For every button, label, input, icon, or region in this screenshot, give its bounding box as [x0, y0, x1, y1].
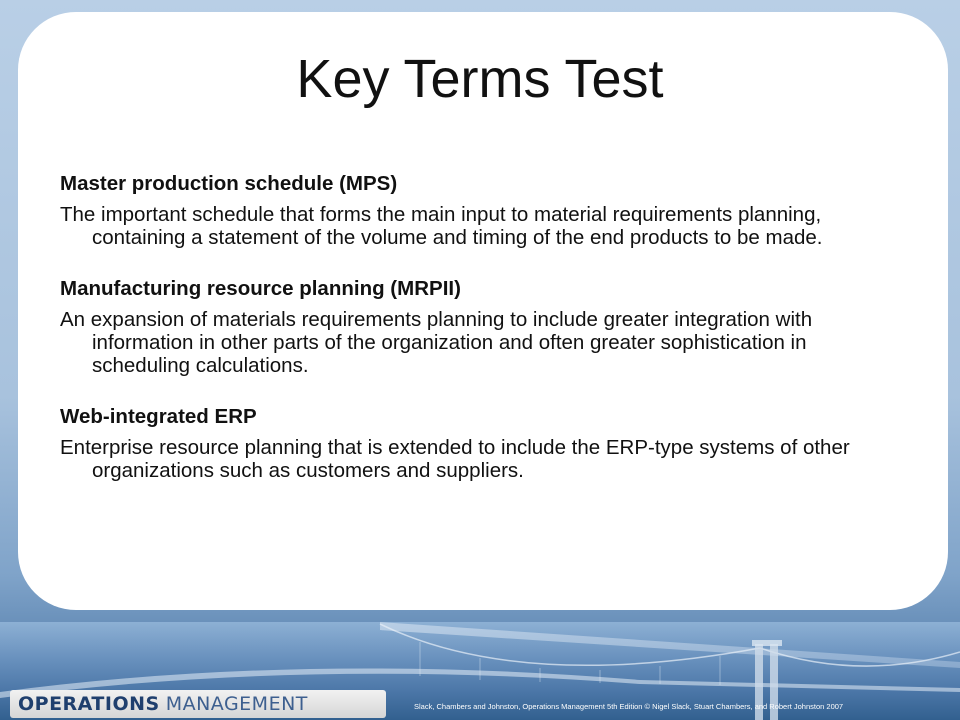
term-name: Manufacturing resource planning (MRPII)	[60, 277, 461, 300]
slide-title: Key Terms Test	[296, 49, 664, 109]
term-item	[60, 275, 880, 377]
term-definition: The important schedule that forms the main input to material requirements planning, containing a statement of the volume and timing of the end products to be made.	[60, 203, 823, 249]
term-name: Master production schedule (MPS)	[60, 172, 398, 195]
term-name: Web-integrated ERP	[60, 405, 257, 428]
term-item	[60, 170, 880, 249]
copyright-notice: Slack, Chambers and Johnston, Operations Management 5th Edition © Nigel Slack, Stuart Chambers, and Robert Johnston 2007	[414, 702, 844, 711]
term-item	[60, 403, 880, 482]
key-terms-list	[60, 170, 880, 508]
logo-text-light: MANAGEMENT	[165, 693, 308, 715]
term-definition: An expansion of materials requirements planning to include greater integration with information in other parts of the organization and often greater sophistication in scheduling calculations.	[60, 308, 813, 377]
operations-management-logo	[10, 690, 386, 718]
term-definition: Enterprise resource planning that is extended to include the ERP-type systems of other organizations such as customers and suppliers.	[60, 436, 850, 482]
logo-text-strong: OPERATIONS	[18, 693, 160, 715]
